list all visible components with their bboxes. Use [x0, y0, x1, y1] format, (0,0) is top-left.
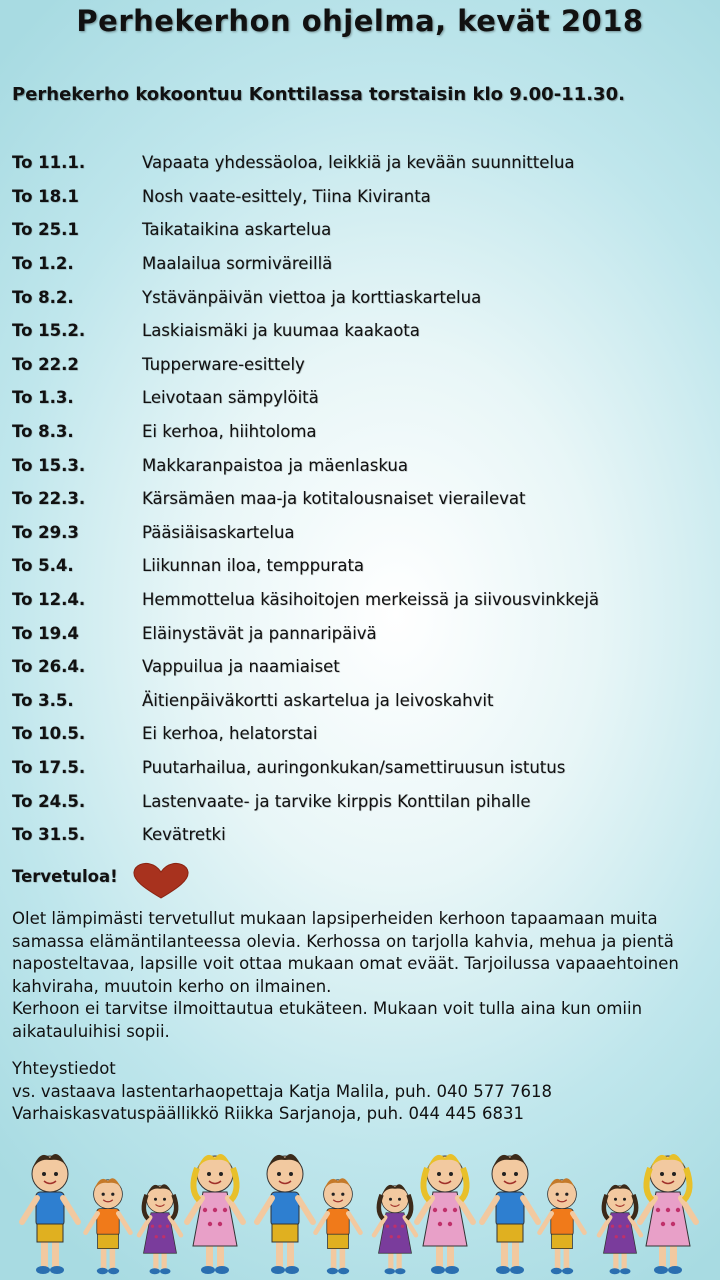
schedule-date: To 3.5.	[12, 690, 74, 710]
info-line: kahviraha, muutoin kerho on ilmainen.	[12, 976, 332, 996]
child-figure	[139, 1184, 181, 1274]
schedule-date: To 25.1	[12, 220, 79, 240]
schedule-date: To 11.1.	[12, 153, 86, 173]
schedule-date: To 26.4.	[12, 657, 86, 677]
info-line: Olet lämpimästi tervetullut mukaan lapsiperheiden kerhoon tapaamaan muita	[12, 909, 658, 928]
contacts-block	[12, 1058, 712, 1126]
info-line: Kerhoon ei tarvitse ilmoittautua etukäteen. Mukaan voit tulla aina kun omiin	[12, 999, 643, 1018]
welcome-line	[12, 852, 190, 900]
child-figure	[257, 1154, 313, 1274]
schedule-description: Taikataikina askartelua	[142, 220, 332, 240]
schedule-row	[12, 516, 712, 550]
schedule-row	[12, 180, 712, 214]
child-figure	[187, 1154, 243, 1274]
schedule-date: To 18.1	[12, 186, 79, 206]
page-title: Perhekerhon ohjelma, kevät 2018	[76, 4, 644, 38]
schedule-date: To 15.2.	[12, 321, 86, 341]
schedule-row	[12, 247, 712, 281]
schedule-description: Makkaranpaistoa ja mäenlaskua	[142, 455, 408, 475]
schedule-description: Lastenvaate- ja tarvike kirppis Konttilan pihalle	[142, 791, 531, 811]
schedule-date: To 22.2	[12, 354, 79, 374]
schedule-description: Maalailua sormiväreillä	[142, 254, 333, 274]
schedule-date: To 1.3.	[12, 388, 74, 408]
schedule-row	[12, 650, 712, 684]
schedule-row	[12, 583, 712, 617]
schedule-date: To 12.4.	[12, 590, 86, 610]
schedule-row	[12, 381, 712, 415]
schedule-description: Tupperware-esittely	[142, 354, 305, 374]
schedule-description: Ei kerhoa, hiihtoloma	[142, 422, 317, 442]
contacts-heading: Yhteystiedot	[12, 1059, 116, 1078]
schedule-row	[12, 684, 712, 718]
schedule-row	[12, 348, 712, 382]
schedule-date: To 29.3	[12, 522, 79, 542]
schedule-date: To 1.2.	[12, 254, 74, 274]
schedule-description: Ystävänpäivän viettoa ja korttiaskartelua	[142, 287, 482, 307]
schedule-description: Liikunnan iloa, temppurata	[142, 556, 365, 576]
schedule-row	[12, 146, 712, 180]
schedule-date: To 8.2.	[12, 287, 74, 307]
schedule-date: To 31.5.	[12, 825, 86, 845]
info-line: aikatauluihisi sopii.	[12, 1021, 170, 1041]
child-figure	[22, 1154, 78, 1274]
child-figure	[374, 1184, 416, 1274]
info-line: samassa elämäntilanteessa olevia. Kerhossa on tarjolla kahvia, mehua ja pientä	[12, 931, 674, 951]
heart-icon	[132, 862, 190, 900]
schedule-description: Eläinystävät ja pannaripäivä	[142, 623, 377, 643]
schedule-description: Ei kerhoa, helatorstai	[142, 724, 318, 744]
schedule-row	[12, 448, 712, 482]
schedule-description: Äitienpäiväkortti askartelua ja leivoskahvit	[142, 690, 494, 710]
child-figure	[640, 1154, 696, 1274]
schedule-row	[12, 415, 712, 449]
schedule-description: Vappuilua ja naamiaiset	[142, 657, 340, 677]
schedule-row	[12, 280, 712, 314]
schedule-description: Leivotaan sämpylöitä	[142, 388, 319, 408]
schedule-row	[12, 314, 712, 348]
schedule-description: Hemmottelua käsihoitojen merkeissä ja siivousvinkkejä	[142, 590, 600, 610]
schedule-description: Kärsämäen maa-ja kotitalousnaiset vierailevat	[142, 489, 526, 509]
contact-teacher: vs. vastaava lastentarhaopettaja Katja Malila, puh. 040 577 7618	[12, 1081, 552, 1101]
schedule-date: To 10.5.	[12, 724, 86, 744]
schedule-date: To 17.5.	[12, 757, 86, 777]
schedule-description: Puutarhailua, auringonkukan/samettiruusun istutus	[142, 757, 566, 777]
schedule-date: To 22.3.	[12, 489, 86, 509]
child-figure	[417, 1154, 473, 1274]
schedule-row	[12, 784, 712, 818]
child-figure	[316, 1178, 361, 1274]
schedule-date: To 5.4.	[12, 556, 74, 576]
child-figure	[540, 1178, 585, 1274]
welcome-text: Tervetuloa!	[12, 866, 118, 886]
schedule-date: To 19.4	[12, 623, 79, 643]
schedule-date: To 15.3.	[12, 455, 86, 475]
schedule-row	[12, 717, 712, 751]
child-figure	[599, 1184, 641, 1274]
schedule-list	[12, 146, 712, 851]
child-figure	[482, 1154, 538, 1274]
info-line: naposteltavaa, lapsille voit ottaa mukaan omat eväät. Tarjoilussa vapaaehtoinen	[12, 954, 679, 973]
schedule-row	[12, 616, 712, 650]
schedule-description: Nosh vaate-esittely, Tiina Kiviranta	[142, 186, 431, 206]
contact-manager: Varhaiskasvatuspäällikkö Riikka Sarjanoja, puh. 044 445 6831	[12, 1104, 524, 1123]
schedule-description: Kevätretki	[142, 825, 226, 845]
info-paragraph	[12, 908, 712, 1043]
schedule-date: To 24.5.	[12, 791, 86, 811]
schedule-row	[12, 549, 712, 583]
meeting-info: Perhekerho kokoontuu Konttilassa torstaisin klo 9.00-11.30.	[12, 84, 625, 105]
schedule-row	[12, 213, 712, 247]
schedule-row	[12, 818, 712, 852]
child-figure	[86, 1178, 131, 1274]
schedule-description: Laskiaismäki ja kuumaa kaakaota	[142, 321, 420, 341]
children-holding-hands-illustration	[0, 1145, 720, 1280]
schedule-date: To 8.3.	[12, 422, 74, 442]
schedule-row	[12, 751, 712, 785]
schedule-row	[12, 482, 712, 516]
schedule-description: Pääsiäisaskartelua	[142, 522, 295, 542]
schedule-description: Vapaata yhdessäoloa, leikkiä ja kevään suunnittelua	[142, 153, 575, 173]
